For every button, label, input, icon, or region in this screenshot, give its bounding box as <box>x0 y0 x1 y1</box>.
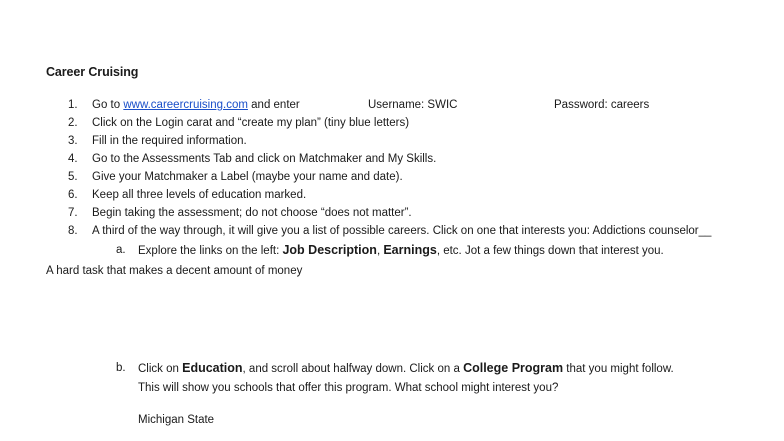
step-text-before: Go to <box>92 99 124 111</box>
step-item <box>46 222 776 240</box>
step-item <box>46 204 776 222</box>
college-program-emphasis: College Program <box>463 361 564 375</box>
step-number: 3. <box>68 135 78 147</box>
step-text: Go to the Assessments Tab and click on Matchmaker and My Skills. <box>92 153 437 165</box>
password-label: Password: careers <box>554 99 650 111</box>
step-number: 2. <box>68 117 78 129</box>
step-item <box>46 96 776 114</box>
sub-step-text-part: that you might follow. <box>563 363 674 375</box>
steps-list <box>46 96 776 240</box>
sub-step-text-line-2: This will show you schools that offer this program. What school might interest you? <box>138 382 559 394</box>
sub-step-a <box>116 241 664 259</box>
job-description-emphasis: Job Description <box>282 243 377 257</box>
step-item <box>46 186 776 204</box>
step-number: 1. <box>68 99 78 111</box>
sub-step-text <box>138 359 674 378</box>
education-emphasis: Education <box>182 361 243 375</box>
sub-step-text-part: Explore the links on the left: <box>138 245 283 257</box>
sub-step-separator: , <box>376 245 384 257</box>
step-number: 7. <box>68 207 78 219</box>
document-title: Career Cruising <box>46 65 139 79</box>
sub-step-letter: a. <box>116 244 126 256</box>
step-text: Begin taking the assessment; do not choose “does not matter”. <box>92 207 412 219</box>
sub-step-b <box>116 359 674 394</box>
step-text: A third of the way through, it will give you a list of possible careers. Click on one that interests you: Addictions counselor__ <box>92 225 712 237</box>
step-text: Fill in the required information. <box>92 135 247 147</box>
sub-step-text-part: , etc. Jot a few things down that interest you. <box>436 245 664 257</box>
sub-step-text-part: Click on <box>138 363 183 375</box>
step-text <box>92 96 650 114</box>
username-label: Username: SWIC <box>368 99 458 111</box>
step-item <box>46 114 776 132</box>
step-number: 4. <box>68 153 78 165</box>
step-item <box>46 150 776 168</box>
step-text: Give your Matchmaker a Label (maybe your name and date). <box>92 171 403 183</box>
earnings-emphasis: Earnings <box>383 243 437 257</box>
step-item <box>46 132 776 150</box>
step-number: 5. <box>68 171 78 183</box>
answer-b: Michigan State <box>138 414 215 426</box>
careercruising-link[interactable]: www.careercruising.com <box>123 99 248 111</box>
step-text: Click on the Login carat and “create my plan” (tiny blue letters) <box>92 117 410 129</box>
step-number: 8. <box>68 225 78 237</box>
step-text-after: and enter <box>247 99 300 111</box>
step-item <box>46 168 776 186</box>
sub-step-text <box>138 241 664 260</box>
sub-step-text-part: , and scroll about halfway down. Click on a <box>242 363 464 375</box>
step-number: 6. <box>68 189 78 201</box>
sub-step-letter: b. <box>116 362 126 374</box>
step-text: Keep all three levels of education marked. <box>92 189 307 201</box>
answer-a: A hard task that makes a decent amount of money <box>46 265 303 277</box>
